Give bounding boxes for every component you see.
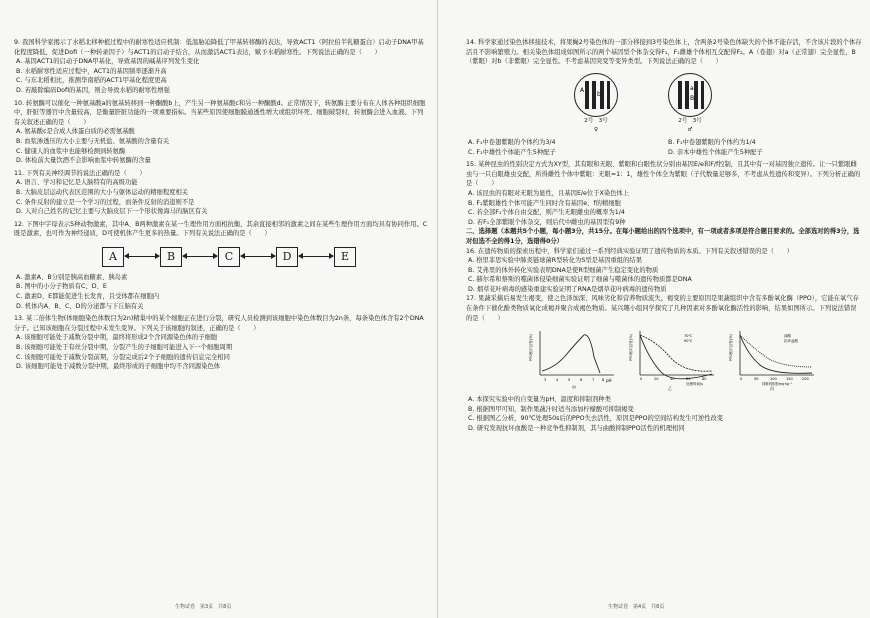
legend-item: 90℃ xyxy=(684,339,693,344)
cell-circle xyxy=(574,73,618,117)
chart-temperature-svg xyxy=(626,327,718,391)
tick-label: 150 xyxy=(786,377,793,382)
x-axis-label: 处理时间/s xyxy=(686,382,704,387)
tick-label: 80 xyxy=(702,377,707,382)
tick-label: 7 xyxy=(592,378,595,383)
question-16 xyxy=(466,247,862,295)
question-12 xyxy=(14,220,429,312)
question-stem: 12. 下图中字母表示5种动物激素，其中A、B两种激素在某一生理作用方面相抗衡，其余直接相邻的激素之间在某些生理作用方面均具有协同作用。C既是激素，也可作为神经递质，D可使机体产生更多的热量。下列有关说法正确的是（ ） xyxy=(14,220,428,238)
section-heading xyxy=(466,227,862,246)
option-a: A. 本探究实验中的自变量为pH、温度和抑制剂种类 xyxy=(468,396,611,404)
question-14 xyxy=(466,38,862,157)
tick-label: 100 xyxy=(770,377,777,382)
chart-ph-svg xyxy=(526,327,618,391)
tick-label: 200 xyxy=(802,377,809,382)
option-a: A. 激素A、B分别是胰高血糖素、胰岛素 xyxy=(16,273,128,281)
tick-label: 20 xyxy=(654,377,659,382)
option-b: B. 图中的小分子物质有C、D、E xyxy=(16,283,107,291)
tick-label: 0 xyxy=(740,377,743,382)
x-axis-label: pH xyxy=(606,378,612,384)
page-footer: 生物试卷 第4页 共8页 xyxy=(608,604,665,610)
question-9 xyxy=(14,38,429,96)
option-a: A. 格里菲思实验中肺炎链球菌R型转化为S型是基因重组的结果 xyxy=(468,257,642,265)
hormone-box-d: D xyxy=(276,247,298,267)
tick-label: 40 xyxy=(670,377,675,382)
option-b: B. 根据图甲可知，制作果蔬汁时适当添加柠檬酸可抑制褐变 xyxy=(468,405,634,413)
chromosome-labels: 2号 3号 xyxy=(584,117,608,124)
tick-label: 3 xyxy=(544,378,547,383)
option-a: A. 该细胞可能处于减数分裂中期，最终将形成2个含同源染色体的子细胞 xyxy=(16,334,218,342)
chart-temperature xyxy=(626,327,718,391)
tick-label: 5 xyxy=(568,378,571,383)
page-footer: 生物试卷 第3页 共8页 xyxy=(175,604,232,610)
option-c: C. 健康人的血浆中也能够检测到转氨酶 xyxy=(16,147,126,155)
question-stem: 15. 某种昆虫的性别决定方式为XY型，其有眼和无眼、紫眼和白眼性状分别由基因E/e和F/f控制，且其中有一对基因独立遗传。让一只紫眼雌虫与一只白眼雄虫交配，所得雌性个体中紫眼：无眼=1：1，雄性个体全为紫眼（子代数量足够多，不考虑从性遗传和变异）。下列分析正确的是（ ） xyxy=(466,161,861,188)
option-a: A. 基因ACT1的启动子DNA甲基化，导致基因的碱基序列发生变化 xyxy=(16,58,200,66)
tick-label: 8 xyxy=(602,378,605,383)
option-c: C. 激素D、E都能促进生长发育，且受体都在细胞内 xyxy=(16,293,160,301)
female-symbol: ♀ xyxy=(593,127,599,134)
y-axis-label: PPO相对活性(%) xyxy=(529,334,533,362)
female-cell xyxy=(574,73,618,136)
chromosome-figure xyxy=(574,73,862,136)
option-d: D. 机体内A、B、C、D的分泌都与下丘脑有关 xyxy=(16,302,144,310)
option-a: A. 该昆虫的有眼对无眼为显性，且基因E/e位于X染色体上 xyxy=(468,189,630,197)
option-d: D. 该细胞可能处于减数分裂中期，最终形成的子细胞中均不含同源染色体 xyxy=(16,363,221,371)
tick-label: 0 xyxy=(640,377,643,382)
hormone-box-b: B xyxy=(160,247,182,267)
option-d: D. 体检前大量饮酒不会影响血浆中转氨酶的含量 xyxy=(16,157,151,165)
chromosome-labels: 2号 3号 xyxy=(678,117,702,124)
option-a: A. F₁中卷翅紫眼的个体约为3/4 xyxy=(468,138,556,146)
option-d: D. 烟草花叶病毒的感染重建实验证明了RNA是烟草花叶病毒的遗传物质 xyxy=(468,285,667,293)
question-15 xyxy=(466,160,862,227)
question-stem: 17. 果蔬采摘后易发生褐变，使之色泽加深、风味劣化和营养物质流失。褐变的主要原因是果蔬组织中含有多酚氧化酶（PPO），它能在氧气存在条件下催化酚类物质氧化成褐并聚合成褐色物质。某兴趣小组同学探究了几种因素对多酚氧化酶活性的影响，结果如图所示。下列说法错误的是（ ） xyxy=(466,295,859,322)
question-stem: 16. 在遗传物质的探索历程中，科学家们通过一系列经典实验证明了遗传物质的本质。下列有关叙述错误的是（ ） xyxy=(466,247,793,255)
y-axis-label: PPO相对活性(%) xyxy=(729,334,733,362)
question-10 xyxy=(14,99,429,166)
option-c: C. 若全部F₁个体自由交配，则产生无眼雌虫的概率为1/4 xyxy=(468,209,625,217)
question-stem: 14. 科学家通过染色体移接技术，将果蝇2号染色体的一部分移接到3号染色体上，含两条2号染色体缺失的个体不能存活，不含该片段的个体存活且不影响繁殖力。相关染色体组成如图所示的两个基因型个体杂交得F₁，F₁雌雄个体相互交配得F₂。A（卷翅）对a（正常翅）完全显性，B（紫眼）对b（非紫眼）完全显性。不考虑基因突变等变异类型。下列说法正确的是（ ） xyxy=(466,39,862,66)
options-grid xyxy=(466,138,862,157)
double-arrow xyxy=(125,256,159,257)
ppo-charts xyxy=(526,327,862,391)
option-d: D. 亲本中雄性个体能产生5种配子 xyxy=(668,148,763,156)
option-b: B. 血浆渗透压的大小主要与无机盐、氨基酸的含量有关 xyxy=(16,137,170,145)
chart-inhibitor-svg xyxy=(726,327,818,391)
tick-label: 50 xyxy=(754,377,759,382)
double-arrow xyxy=(183,256,217,257)
hormone-box-e: E xyxy=(334,247,356,267)
section-2-title: 二、选择题（本题共5个小题，每小题3分，共15分。在每小题给出的四个选项中，有一项或者多项是符合题目要求的。全部选对的得3分，选对但选不全的得1分，选错得0分） xyxy=(466,228,860,245)
tick-label: 6 xyxy=(580,378,583,383)
hormone-box-c: C xyxy=(218,247,240,267)
tick-label: 60 xyxy=(686,377,691,382)
chart-ph xyxy=(526,327,618,391)
option-b: B. 该细胞可能处于有丝分裂中期，分裂产生的子细胞可能进入下一个细胞周期 xyxy=(16,344,233,352)
option-a: A. 语言、学习和记忆是人脑特有的高级功能 xyxy=(16,179,138,187)
male-cell xyxy=(668,73,712,136)
option-d: D. 研究发现抗坏血酸是一种竞争性抑制剂，其与曲酸抑制PPO活性的机理相同 xyxy=(468,425,685,433)
legend-item: 抗坏血酸 xyxy=(784,339,798,344)
question-13 xyxy=(14,314,429,372)
chart-inhibitor xyxy=(726,327,818,391)
question-stem: 13. 某二倍体生物(体细胞染色体数目为2n)精巢中的某个细胞正在进行分裂，研究人员检测到该细胞中染色体数目为2n条，每条染色体含有2个DNA分子。已知该细胞在分裂过程中未发生变异。下列关于该细胞的叙述，正确的是（ ） xyxy=(14,315,424,332)
chart-caption: 甲 xyxy=(572,385,576,391)
option-d: D. 若F₁全部紫眼个体杂交，则后代中雌虫的基因型有9种 xyxy=(468,218,626,226)
chromosome-drawing xyxy=(575,74,617,116)
svg-text:A: A xyxy=(580,86,585,94)
tick-label: 4 xyxy=(556,378,559,383)
option-b: B. F₁紫眼雄性个体可能产生同时含有基因e、f的精细胞 xyxy=(468,199,621,207)
hormone-diagram xyxy=(102,247,429,267)
option-b: B. 水稻耐寒性适应过程中，ACT1的基因频率逐渐升高 xyxy=(16,67,167,75)
option-d: D. 人对自己姓名的记忆主要与大脑皮层下一个形状像海马的脑区有关 xyxy=(16,208,208,216)
legend-item: 曲酸 xyxy=(784,334,791,339)
chart-caption: 丙 xyxy=(770,386,774,392)
y-axis-label: PPO相对活性(%) xyxy=(629,334,633,362)
question-stem: 9. 我国科学家揭示了水稻北移种植过程中的耐寒性适应机制：低温胁迫降低了甲基转移酶的表达，导致ACT1（阿拉伯半乳糖蛋白）启动子DNA甲基化程度降低，促进DofI（一种转录因子）与ACT1的启动子结合，从而激活ACT1表达，赋予水稻耐寒性。下列说法正确的是（ ） xyxy=(14,39,424,56)
svg-text:b: b xyxy=(597,90,601,98)
legend-item: 70℃ xyxy=(684,334,693,339)
svg-text:B: B xyxy=(690,94,695,102)
x-axis-label: 抑制剂浓度/mg·kg⁻¹ xyxy=(762,382,792,387)
option-c: C. F₁中雄性个体能产生5种配子 xyxy=(468,148,556,156)
chart-caption: 乙 xyxy=(668,386,672,392)
option-b: B. 艾弗里的体外转化实验表明DNA是使R型细菌产生稳定变化的物质 xyxy=(468,266,659,274)
question-11 xyxy=(14,169,429,217)
male-symbol: ♂ xyxy=(687,127,693,134)
right-page xyxy=(438,0,870,618)
question-stem: 10. 转氨酶可以催化一种氨基酸a的氨基转移到一种酮酸b上，产生另一种氨基酸c和另一种酮酸d。正常情况下，转氨酶主要分布在人体各种组织细胞中，肝脏等器官中含量较高，是衡量肝脏功能的一项重要指标。当某些原因使细胞膜通透性增大或组织坏死、细胞破裂时，转氨酶会进入血液。下列有关叙述正确的是（ ） xyxy=(14,99,426,126)
svg-text:a: a xyxy=(690,84,694,92)
option-c: C. 条件反射的建立是一个学习的过程，而条件反射的消退则不是 xyxy=(16,198,195,206)
hormone-box-a: A xyxy=(102,247,124,267)
option-d: D. 若敲除编码DofI的基因，则会导致水稻的耐寒性增强 xyxy=(16,86,170,94)
option-b: B. 大脑皮层运动代表区范围的大小与躯体运动的精细程度相关 xyxy=(16,188,189,196)
option-b: B. F₁中卷翅紫眼的个体约为1/4 xyxy=(668,138,756,146)
option-c: C. 赫尔希和蔡斯的噬菌体侵染细菌实验证明了细菌与噬菌体的遗传物质都是DNA xyxy=(468,276,692,284)
question-17 xyxy=(466,294,862,433)
double-arrow xyxy=(241,256,275,257)
cell-circle xyxy=(668,73,712,117)
option-c: C. 根据图乙分析，90℃处理50s后的PPO失去活性，原因是PPO的空间结构发生可逆性改变 xyxy=(468,415,724,423)
question-stem: 11. 下列有关神经调节的说法正确的是（ ） xyxy=(14,169,146,177)
option-c: C. 与东北稻相比，推测华南稻的ACT1甲基化程度更高 xyxy=(16,77,167,85)
double-arrow xyxy=(299,256,333,257)
chromosome-drawing xyxy=(669,74,711,116)
option-c: C. 该细胞可能处于减数分裂前期，分裂完成后2个子细胞的遗传信息完全相同 xyxy=(16,353,230,361)
option-a: A. 氨基酸c是合成人体蛋白质的必需氨基酸 xyxy=(16,128,135,136)
